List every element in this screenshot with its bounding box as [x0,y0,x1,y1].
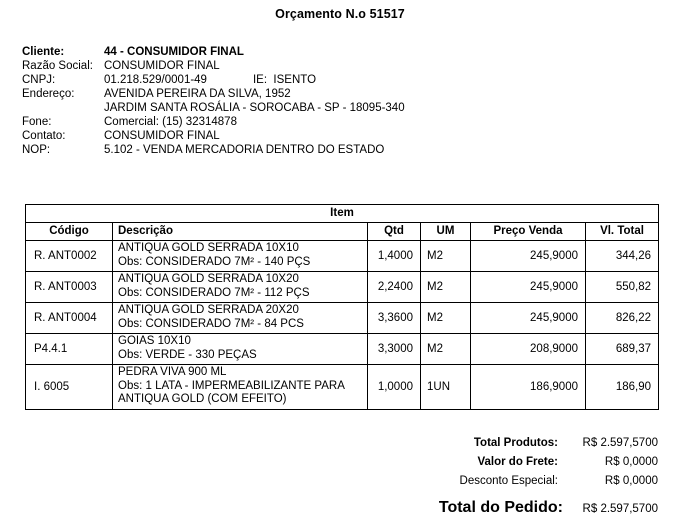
items-group-header: Item [26,205,659,223]
total-label: Valor do Frete: [477,456,558,468]
descricao-line: GOIAS 10X10 [118,335,191,347]
cell-um: M2 [421,241,471,272]
cell-codigo: I. 6005 [26,365,113,410]
grand-total-label: Total do Pedido: [438,499,563,516]
descricao-line: Obs: 1 LATA - IMPERMEABILIZANTE PARA [118,379,345,392]
items-table-group-header-row [26,205,659,223]
total-row [408,437,658,456]
customer-info-row [22,101,582,115]
cell-preco-venda: 245,9000 [471,303,586,334]
cell-vl-total: 689,37 [586,334,659,365]
customer-info-value: 44 - CONSUMIDOR FINAL [104,46,244,58]
descricao-line: ANTIQUA GOLD SERRADA 10X10 [118,242,299,254]
column-header-qtd: Qtd [368,223,421,241]
descricao-line: Obs: CONSIDERADO 7M² - 112 PÇS [118,286,310,299]
customer-info-label: Fone: [22,116,52,128]
cell-codigo: R. ANT0003 [26,272,113,303]
items-table-header-row [26,223,659,241]
cell-descricao [113,241,368,272]
cell-qtd: 3,3000 [368,334,421,365]
column-header-um: UM [421,223,471,241]
cell-um: M2 [421,303,471,334]
table-row [26,334,659,365]
descricao-line: Obs: VERDE - 330 PEÇAS [118,348,257,361]
page-title: Orçamento N.o 51517 [275,7,405,21]
totals-block [408,437,658,525]
cell-qtd: 3,3600 [368,303,421,334]
cell-preco-venda: 186,9000 [471,365,586,410]
cell-vl-total: 550,82 [586,272,659,303]
items-table [25,204,659,410]
cell-codigo: R. ANT0002 [26,241,113,272]
customer-info-label: Cliente: [22,46,65,58]
cell-preco-venda: 245,9000 [471,272,586,303]
descricao-line: Obs: CONSIDERADO 7M² - 140 PÇS [118,255,311,268]
customer-info-row [22,129,582,143]
descricao-line: PEDRA VIVA 900 ML [118,366,227,378]
grand-total-row [408,499,658,525]
cell-descricao [113,303,368,334]
cell-preco-venda: 208,9000 [471,334,586,365]
items-table-head [26,205,659,241]
customer-info-row [22,59,582,73]
column-header-descricao: Descrição [113,223,368,241]
cell-um: M2 [421,272,471,303]
customer-info-label: CNPJ: [22,74,56,86]
customer-info-value: CONSUMIDOR FINAL [104,130,220,142]
customer-info-row [22,115,582,129]
customer-info-value: AVENIDA PEREIRA DA SILVA, 1952 [104,88,291,100]
cell-um: M2 [421,334,471,365]
customer-info-value: 5.102 - VENDA MERCADORIA DENTRO DO ESTADO [104,144,385,156]
descricao-line: ANTIQUA GOLD (COM EFEITO) [118,393,287,405]
descricao-line: Obs: CONSIDERADO 7M² - 84 PCS [118,317,304,330]
customer-info-value: JARDIM SANTA ROSÁLIA - SOROCABA - SP - 18095-340 [104,102,405,114]
cell-descricao [113,365,368,410]
table-row [26,272,659,303]
column-header-vl-total: Vl. Total [586,223,659,241]
customer-info-label: NOP: [22,144,51,156]
descricao-line: ANTIQUA GOLD SERRADA 20X20 [118,304,299,316]
cell-codigo: R. ANT0004 [26,303,113,334]
total-value: R$ 0,0000 [604,475,658,487]
customer-info-extra: IE: ISENTO [252,74,317,86]
customer-info-value: Comercial: (15) 32314878 [104,116,237,128]
grand-total-value: R$ 2.597,5700 [582,503,658,515]
cell-vl-total: 186,90 [586,365,659,410]
total-row [408,456,658,475]
column-header-preco-venda: Preço Venda [471,223,586,241]
total-value: R$ 0,0000 [604,456,658,468]
column-header-codigo: Código [26,223,113,241]
items-table-body [26,241,659,410]
customer-info-label: Contato: [22,130,66,142]
customer-info-row [22,87,582,101]
cell-vl-total: 826,22 [586,303,659,334]
cell-descricao [113,272,368,303]
cell-descricao [113,334,368,365]
total-row [408,475,658,494]
cell-preco-venda: 245,9000 [471,241,586,272]
cell-um: 1UN [421,365,471,410]
total-label: Desconto Especial: [459,475,558,487]
cell-codigo: P4.4.1 [26,334,113,365]
customer-info-row [22,143,582,157]
customer-info-row [22,45,582,59]
cell-qtd: 1,0000 [368,365,421,410]
cell-vl-total: 344,26 [586,241,659,272]
customer-info-value: CONSUMIDOR FINAL [104,60,220,72]
customer-info-label: Razão Social: [22,60,93,72]
customer-info-value: 01.218.529/0001-49 [104,74,207,86]
cell-qtd: 1,4000 [368,241,421,272]
table-row [26,303,659,334]
customer-info-row [22,73,582,87]
total-value: R$ 2.597,5700 [582,437,658,449]
customer-info-block [22,45,582,157]
customer-info-label: Endereço: [22,88,75,100]
table-row [26,365,659,410]
table-row [26,241,659,272]
cell-qtd: 2,2400 [368,272,421,303]
descricao-line: ANTIQUA GOLD SERRADA 10X20 [118,273,299,285]
total-label: Total Produtos: [473,437,558,449]
